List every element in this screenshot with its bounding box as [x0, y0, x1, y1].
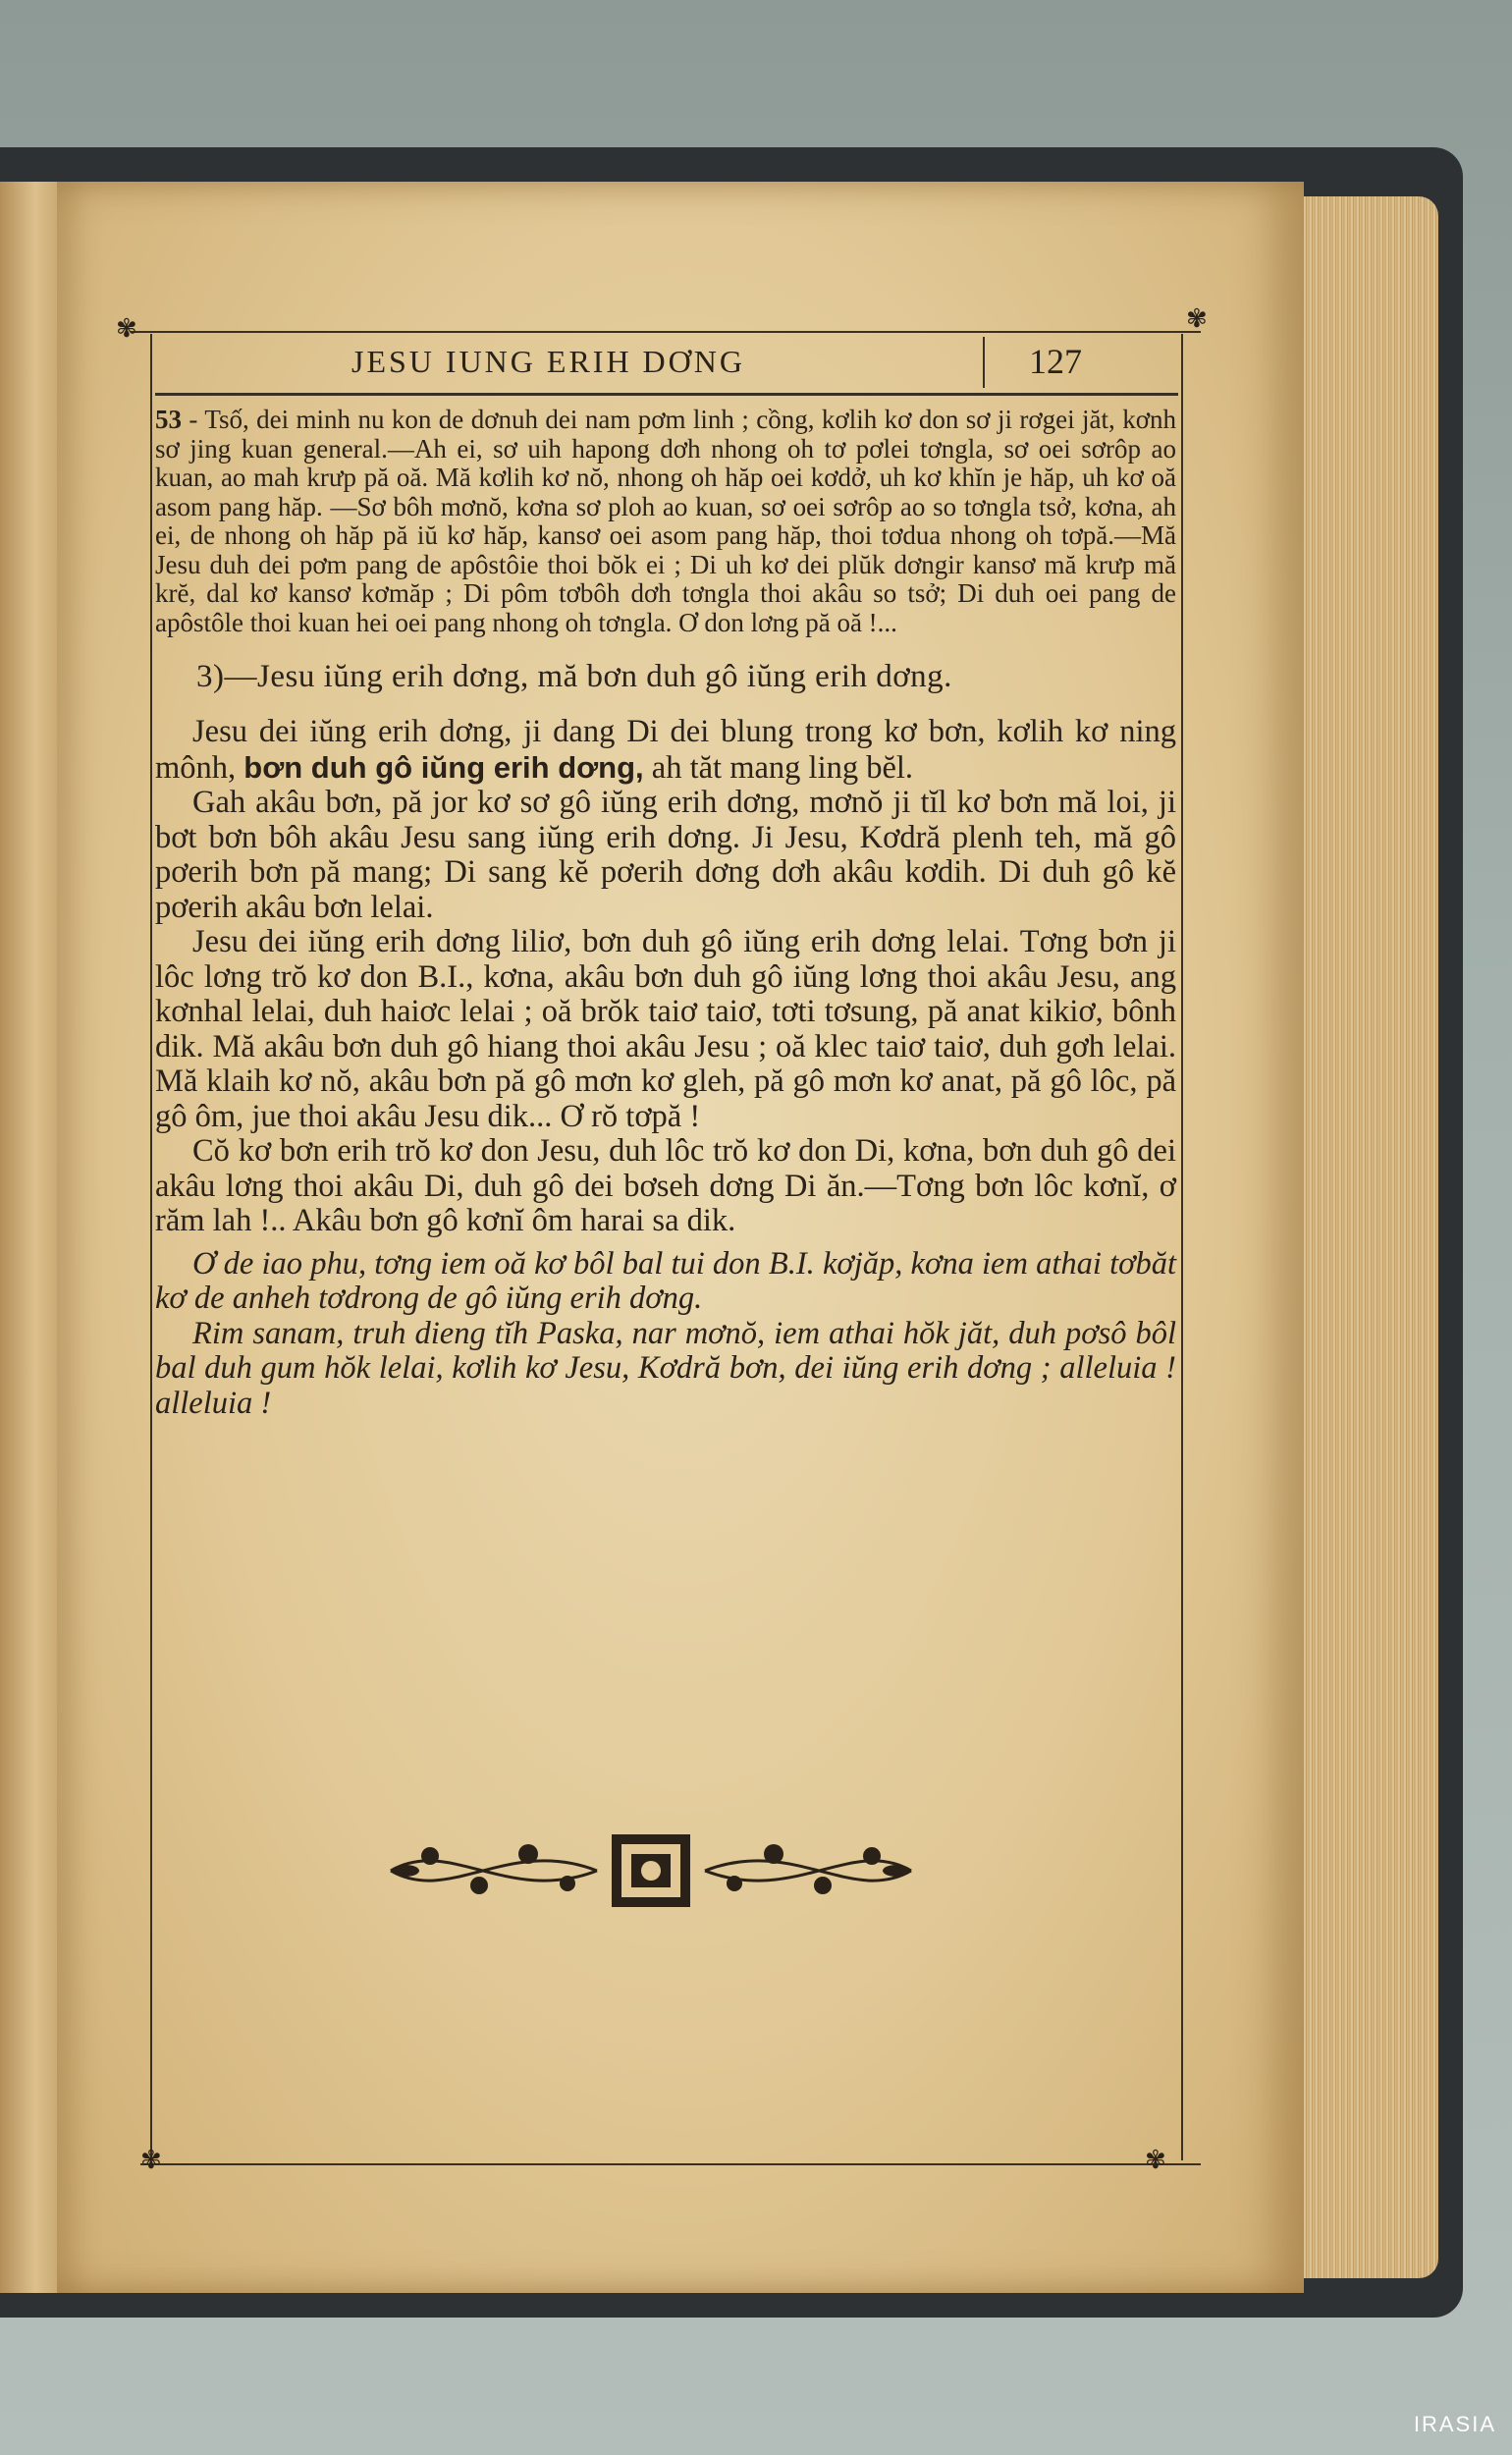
corner-ornament-icon: ✾ — [1145, 2146, 1166, 2174]
body-paragraph-4: Cŏ kơ bơn erih trŏ kơ don Jesu, duh lôc trŏ kơ don Di, kơna, bơn duh gô dei akâu lơng thoi akâu Di, duh gô dei bơseh dơng Di ăn.—Tơng bơn lôc kơnĭ, ơ răm lah !.. Akâu bơn gô kơnĭ ôm harai sa dik. — [155, 1133, 1176, 1238]
corner-ornament-icon: ✾ — [116, 314, 137, 343]
emphasis-text: bơn duh gô iŭng erih dơng, — [243, 749, 644, 785]
section-title: 3)—Jesu iŭng erih dơng, mă bơn duh gô iŭng erih dơng. — [196, 659, 952, 694]
paragraph-53 — [155, 406, 1176, 637]
corner-ornament-icon: ✾ — [140, 2146, 162, 2174]
header-rule — [155, 393, 1178, 396]
page-number: 127 — [1029, 342, 1082, 381]
watermark: IRASIA — [1413, 2412, 1496, 2436]
body-paragraph-2: Gah akâu bơn, pă jor kơ sơ gô iŭng erih dơng, mơnŏ ji tĭl kơ bơn mă loi, ji bơt bơn bôh akâu Jesu sang iŭng erih dơng. Ji Jesu, Kơdră plenh teh, mă gô pơerih bơn pă mang; Di sang kĕ pơerih dơng dơh akâu kơdih. Di duh gô kĕ pơerih akâu bơn lelai. — [155, 785, 1176, 925]
floral-vignette-icon — [371, 1827, 931, 1915]
paragraph-53-text: - Tsố, dei minh nu kon de dơnuh dei nam pơm linh ; cồng, kơlih kơ don sơ ji rơgei jăt, kơnh sơ jing kuan general.—Ah ei, sơ uih hapong dơh nhong oh tơ pơlei tơngla, sơ oei sơrôp ao kuan, ao mah krưp pă oă. Mă kơlih kơ nŏ, nhong oh hăp oei kơdở, uh kơ khĭn je hăp, uh kơ oă asom pang hăp. —Sơ bôh mơnŏ, kơna sơ ploh ao kuan, sơ oei sơrôp ao so tơngla tsở, kơna, ah ei, de nhong oh hăp pă iŭ kơ hăp, kansơ oei asom pang hăp, thoi tơdua nhong oh tơpă.—Mă Jesu duh dei pơm pang de apôstôie thoi bŏk ei ; Di uh kơ dei plŭk dơngir kansơ mă krưp mă krĕ, dal kơ kansơ kơmăp ; Di pôm tơbôh dơh tơngla thoi akâu so tsở; Di duh oei pang de apôstôle thoi kuan hei oei pang nhong oh tơngla. Ơ don lơng pă oă !... — [155, 405, 1176, 637]
italic-paragraph-1: Ơ de iao phu, tơng iem oă kơ bôl bal tui don B.I. kơjăp, kơna iem athai tơbăt kơ de anheh tơdrong de gô iŭng erih dơng. — [155, 1245, 1176, 1316]
corner-ornament-icon: ✾ — [1186, 304, 1208, 333]
header-divider — [983, 337, 985, 388]
italic-paragraph-2: Rim sanam, truh dieng tĭh Paska, nar mơnŏ, iem athai hŏk jăt, duh pơsô bôl bal duh gum hŏk lelai, kơlih kơ Jesu, Kơdră bơn, dei iŭng erih dơng ; alleluia ! alleluia ! — [155, 1315, 1176, 1421]
body-paragraph-3: Jesu dei iŭng erih dơng liliơ, bơn duh gô iŭng erih dơng lelai. Tơng bơn ji lôc lơng trŏ kơ don B.I., kơna, akâu bơn duh gô iŭng lơng thoi akâu Jesu, ang kơnhal lelai, duh haiơc lelai ; oă brŏk taiơ taiơ, tơti tơsung, pă anat kikiơ, bônh dik. Mă akâu bơn duh gô hiang thoi akâu Jesu ; oă klec taiơ taiơ, duh gơh lelai. Mă klaih kơ nŏ, akâu bơn pă gô mơn kơ gleh, pă gô mơn kơ anat, pă gô lôc, pă gô ôm, jue thoi akâu Jesu dik... Ơ rŏ tơpă ! — [155, 924, 1176, 1134]
facing-page-edge — [0, 182, 59, 2293]
body-paragraph-1 — [155, 715, 1176, 786]
page-stack-edge — [1301, 196, 1438, 2278]
book-page — [57, 182, 1304, 2293]
body-text: ah tăt mang ling bĕl. — [643, 749, 914, 786]
bottom-rule — [140, 2163, 1201, 2165]
page-content — [155, 406, 1176, 1421]
paragraph-number: 53 — [155, 405, 182, 434]
top-rule — [131, 331, 1201, 333]
running-title: JESU IUNG ERIH DƠNG — [351, 344, 745, 379]
body-text: Jesu dei iŭng erih dơng, ji dang Di dei blung trong kơ bơn, kơlih kơ ning mônh, — [155, 714, 1176, 786]
